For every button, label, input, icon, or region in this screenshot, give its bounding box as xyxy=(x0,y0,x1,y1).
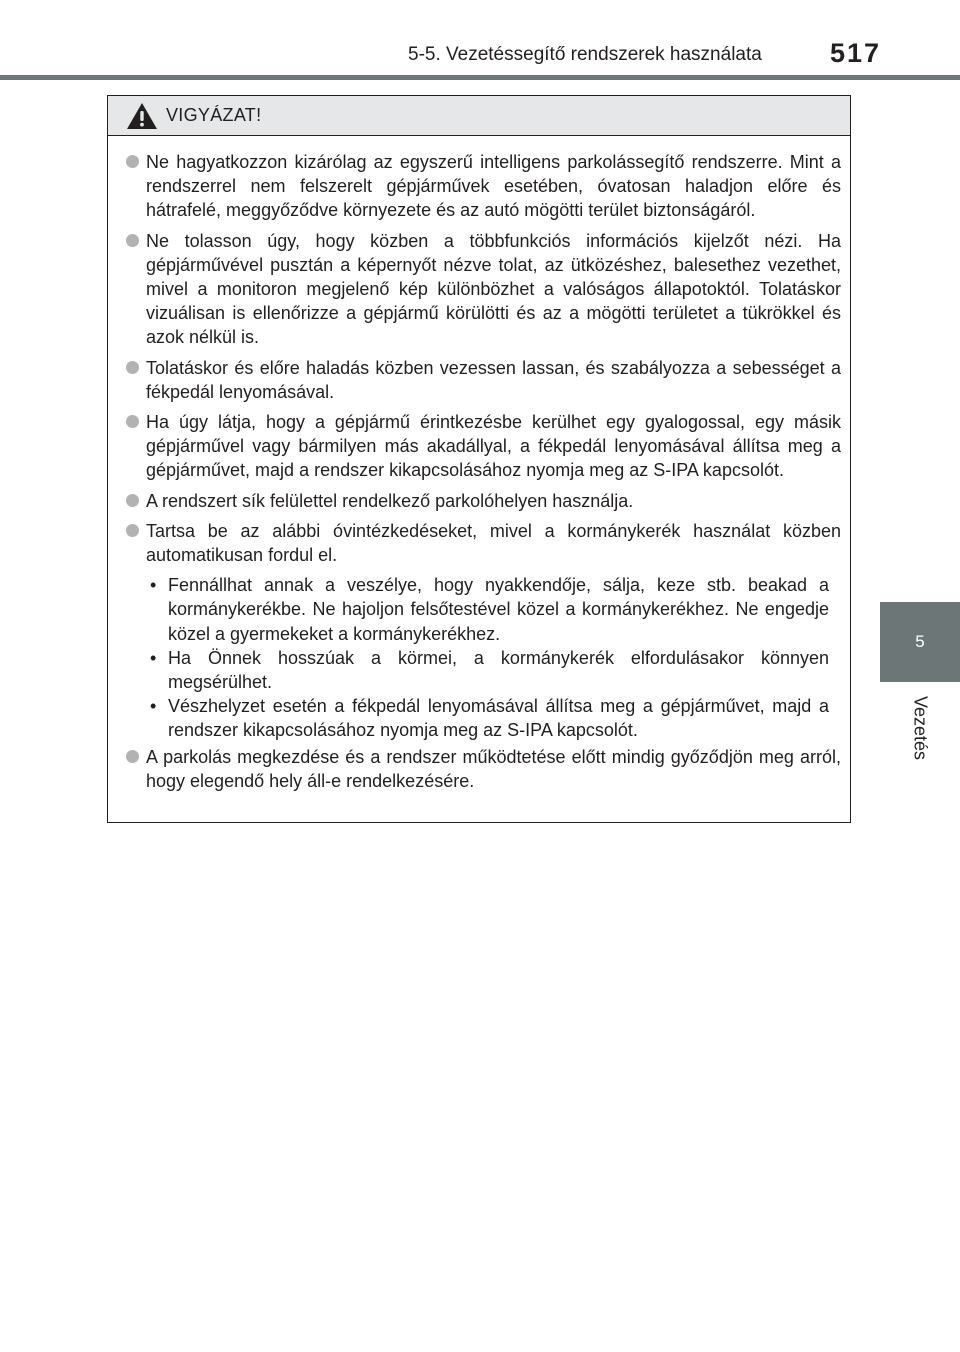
caution-bullet xyxy=(126,356,841,404)
caution-bullet xyxy=(126,489,841,513)
subitem-dot-icon: • xyxy=(150,575,157,596)
caution-box xyxy=(107,95,851,823)
subitem-text: Vészhelyzet esetén a fékpedál lenyomásával állítsa meg a gépjárművet, majd a rendszer kikapcsolásához nyomja meg az S-IPA kapcsolót. xyxy=(168,696,829,741)
subitem-text: Fennállhat annak a veszélye, hogy nyakkendője, sálja, keze stb. beakad a kormánykerékbe. Ne hajoljon felsőtestével közel a kormánykerékhez. Ne engedje közel a gyermekeket a kormánykerékhez. xyxy=(168,575,829,644)
caution-bullet xyxy=(126,745,841,793)
caution-bullet xyxy=(126,519,841,567)
caution-subitem xyxy=(150,573,829,646)
caution-body xyxy=(108,136,850,793)
chapter-label: Vezetés xyxy=(910,695,931,761)
caution-title: VIGYÁZAT! xyxy=(166,105,262,125)
bullet-text: Tartsa be az alábbi óvintézkedéseket, mivel a kormánykerék használat közben automatikusan fordul el. xyxy=(146,520,841,566)
caution-subitem xyxy=(150,646,829,694)
bullet-text: A rendszert sík felülettel rendelkező parkolóhelyen használja. xyxy=(146,490,634,511)
chapter-tab xyxy=(880,602,960,682)
bullet-dot-icon xyxy=(126,524,139,537)
bullet-text: Tolatáskor és előre haladás közben vezessen lassan, és szabályozza a sebességet a fékpedál lenyomásával. xyxy=(146,357,841,402)
bullet-dot-icon xyxy=(126,750,139,763)
caution-subitem xyxy=(150,694,829,742)
subitem-dot-icon: • xyxy=(150,696,157,717)
bullet-dot-icon xyxy=(126,361,139,374)
bullet-text: Ne tolasson úgy, hogy közben a többfunkciós információs kijelzőt nézi. Ha gépjárművével pusztán a képernyőt nézve tolat, az ütközéshez, balesethez vezethet, mivel a monitoron megjelenő kép különbözhet a valóságos állapotoktól. Tolatáskor vizuálisan is ellenőrizze a gépjármű körülötti és az a mögötti területet a tükrökkel és azok nélkül is. xyxy=(146,230,841,348)
caution-bullet xyxy=(126,410,841,483)
caution-bullet xyxy=(126,229,841,350)
warning-triangle-icon xyxy=(126,102,158,130)
bullet-text: Ne hagyatkozzon kizárólag az egyszerű intelligens parkolássegítő rendszerre. Mint a rendszerrel nem felszerelt gépjárművek esetében, óvatosan haladjon előre és hátrafelé, meggyőződve környezete és az autó mögötti terület biztonságáról. xyxy=(146,152,841,221)
subitem-text: Ha Önnek hosszúak a körmei, a kormánykerék elfordulásakor könnyen megsérülhet. xyxy=(168,647,829,693)
header-section-title: 5-5. Vezetéssegítő rendszerek használata xyxy=(408,44,762,65)
caution-bullet xyxy=(126,150,841,223)
bullet-dot-icon xyxy=(126,415,139,428)
caution-header xyxy=(108,96,850,136)
bullet-dot-icon xyxy=(126,155,139,168)
header-rule xyxy=(0,75,960,80)
subitem-dot-icon: • xyxy=(150,647,157,668)
caution-subitems xyxy=(150,573,841,742)
bullet-text: A parkolás megkezdése és a rendszer működtetése előtt mindig győződjön meg arról, hogy elegendő hely áll-e rendelkezésére. xyxy=(146,746,841,791)
bullet-dot-icon xyxy=(126,494,139,507)
bullet-text: Ha úgy látja, hogy a gépjármű érintkezésbe kerülhet egy gyalogossal, egy másik gépjárművel vagy bármilyen más akadállyal, a fékpedál lenyomásával állítsa meg a gépjárművet, majd a rendszer kikapcsolásához nyomja meg az S-IPA kapcsolót. xyxy=(146,412,841,481)
page-number: 517 xyxy=(830,38,882,68)
bullet-dot-icon xyxy=(126,234,139,247)
chapter-number: 5 xyxy=(915,632,925,651)
